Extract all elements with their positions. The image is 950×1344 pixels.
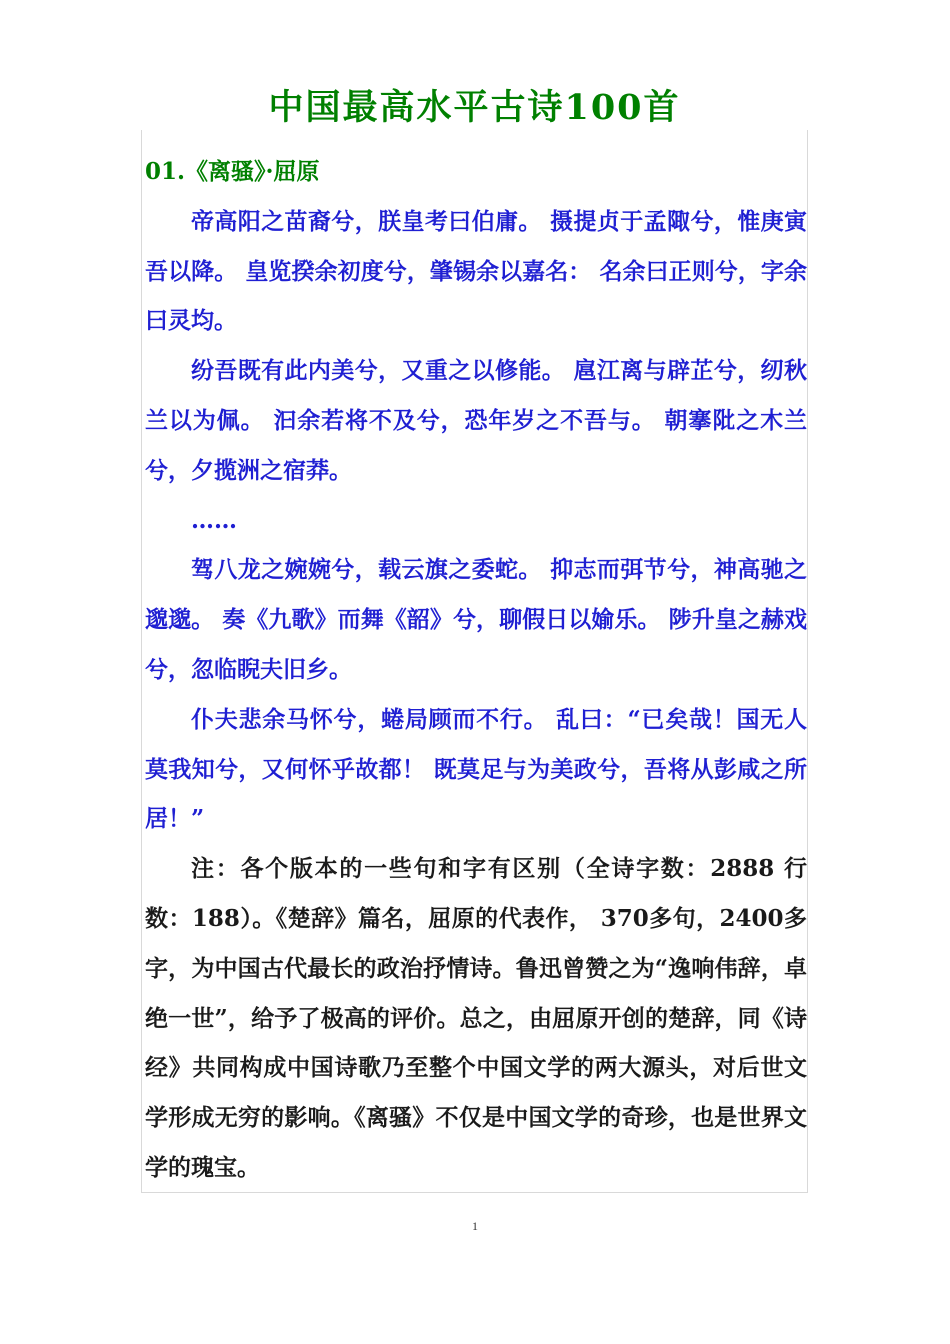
poem-heading: 01.《离骚》·屈原 bbox=[145, 158, 320, 185]
document-body bbox=[145, 147, 807, 1193]
poem-stanza-2: 纷吾既有此内美兮，又重之以修能。 扈江离与辟芷兮，纫秋兰以为佩。 汩余若将不及兮，恐年岁之不吾与。 朝搴阰之木兰兮，夕揽洲之宿莽。 bbox=[145, 357, 807, 484]
poem-stanza-3: 驾八龙之婉婉兮，载云旗之委蛇。 抑志而弭节兮，神高驰之邈邈。 奏《九歌》而舞《韶》兮，聊假日以媮乐。 陟升皇之赫戏兮，忽临睨夫旧乡。 bbox=[145, 556, 807, 683]
poem-note: 注：各个版本的一些句和字有区别（全诗字数：2888 行数：188）。《楚辞》篇名，屈原的代表作， 370多句，2400多字，为中国古代最长的政治抒情诗。鲁迅曾赞之为“逸响伟辞，卓绝一世”，给予了极高的评价。总之，由屈原开创的楚辞，同《诗经》共同构成中国诗歌乃至整个中国文学的两大源头，对后世文学形成无穷的影响。《离骚》不仅是中国文学的奇珍，也是世界文学的瑰宝。 bbox=[145, 855, 807, 1181]
document-title: 中国最高水平古诗100首 bbox=[141, 86, 808, 130]
poem-stanza-4: 仆夫悲余马怀兮，蜷局顾而不行。 乱曰：“已矣哉！国无人莫我知兮，又何怀乎故都！ 既莫足与为美政兮，吾将从彭咸之所居！” bbox=[145, 705, 807, 833]
poem-ellipsis: …… bbox=[191, 506, 237, 534]
page-number: 1 bbox=[472, 1219, 478, 1233]
poem-stanza-1: 帝高阳之苗裔兮，朕皇考曰伯庸。 摄提贞于孟陬兮，惟庚寅吾以降。 皇览揆余初度兮，肇锡余以嘉名： 名余曰正则兮，字余曰灵均。 bbox=[145, 207, 807, 335]
